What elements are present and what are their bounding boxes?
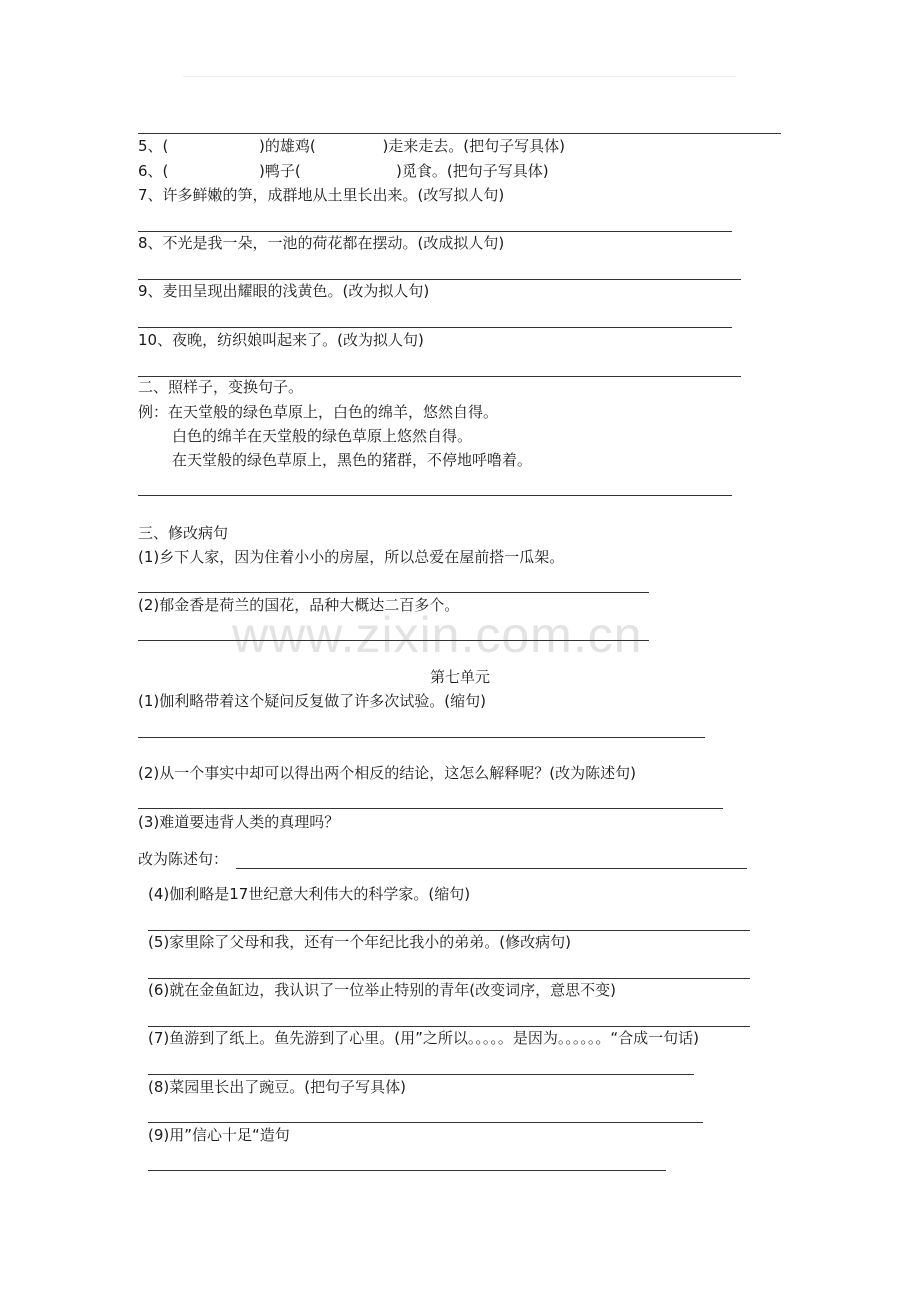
- section-3-question-2: (2)郁金香是荷兰的国花，品种大概达二百多个。: [138, 596, 460, 614]
- section-2-title: 二、照样子，变换句子。: [138, 378, 304, 396]
- answer-line-s2: [138, 495, 732, 496]
- question-5: 5、( )的雄鸡( )走来走去。(把句子写具体): [138, 137, 566, 155]
- answer-line-u5: [148, 978, 750, 979]
- section-2-example-2: 白色的绵羊在天堂般的绿色草原上悠然自得。: [172, 427, 473, 445]
- unit-question-3: (3)难道要违背人类的真理吗？: [138, 813, 340, 831]
- header-line: [183, 76, 736, 77]
- answer-line-u1: [138, 737, 705, 738]
- section-2-example-1: 例：在天堂般的绿色草原上，白色的绵羊，悠然自得。: [138, 403, 499, 421]
- section-2-question: 在天堂般的绿色草原上，黑色的猪群，不停地呼噜着。: [172, 451, 533, 469]
- answer-line-9: [138, 327, 732, 328]
- question-7: 7、许多鲜嫩的笋，成群地从土里长出来。(改写拟人句): [138, 186, 505, 204]
- top-answer-line: [138, 133, 781, 134]
- answer-line-u3: [236, 868, 747, 869]
- answer-line-u4: [148, 930, 750, 931]
- question-9: 9、麦田呈现出耀眼的浅黄色。(改为拟人句): [138, 282, 430, 300]
- unit-question-4: (4)伽利略是17世纪意大利伟大的科学家。(缩句): [148, 885, 471, 903]
- section-3-question-1: (1)乡下人家，因为住着小小的房屋，所以总爱在屋前搭一瓜架。: [138, 548, 565, 566]
- answer-line-u8: [148, 1122, 703, 1123]
- unit-question-7: (7)鱼游到了纸上。鱼先游到了心里。(用”之所以。。。。。是因为。。。。。。“合成一句话): [148, 1029, 699, 1047]
- watermark: www.zixin.com.cn: [232, 607, 643, 663]
- section-3-title: 三、修改病句: [138, 524, 229, 542]
- answer-line-u9: [148, 1170, 666, 1171]
- unit-question-9: (9)用”信心十足“造句: [148, 1126, 290, 1144]
- unit-question-5: (5)家里除了父母和我，还有一个年纪比我小的弟弟。(修改病句): [148, 933, 571, 951]
- answer-line-u2: [138, 808, 723, 809]
- answer-line-10: [138, 376, 741, 377]
- unit-question-8: (8)菜园里长出了豌豆。(把句子写具体): [148, 1078, 406, 1096]
- question-6: 6、( )鸭子( )觅食。(把句子写具体): [138, 162, 549, 180]
- unit-question-3-label: 改为陈述句：: [138, 850, 229, 868]
- unit-question-6: (6)就在金鱼缸边，我认识了一位举止特别的青年(改变词序，意思不变): [148, 981, 616, 999]
- unit-7-title: 第七单元: [429, 668, 490, 686]
- answer-line-7: [138, 231, 732, 232]
- question-10: 10、夜晚，纺织娘叫起来了。(改为拟人句): [138, 331, 424, 349]
- unit-question-2: (2)从一个事实中却可以得出两个相反的结论，这怎么解释呢？(改为陈述句): [138, 764, 636, 782]
- answer-line-s3-1: [138, 592, 649, 593]
- answer-line-u7: [148, 1074, 694, 1075]
- answer-line-8: [138, 279, 741, 280]
- question-8: 8、不光是我一朵，一池的荷花都在摆动。(改成拟人句): [138, 234, 505, 252]
- answer-line-u6: [148, 1026, 750, 1027]
- unit-question-1: (1)伽利略带着这个疑问反复做了许多次试验。(缩句): [138, 692, 486, 710]
- answer-line-s3-2: [138, 640, 649, 641]
